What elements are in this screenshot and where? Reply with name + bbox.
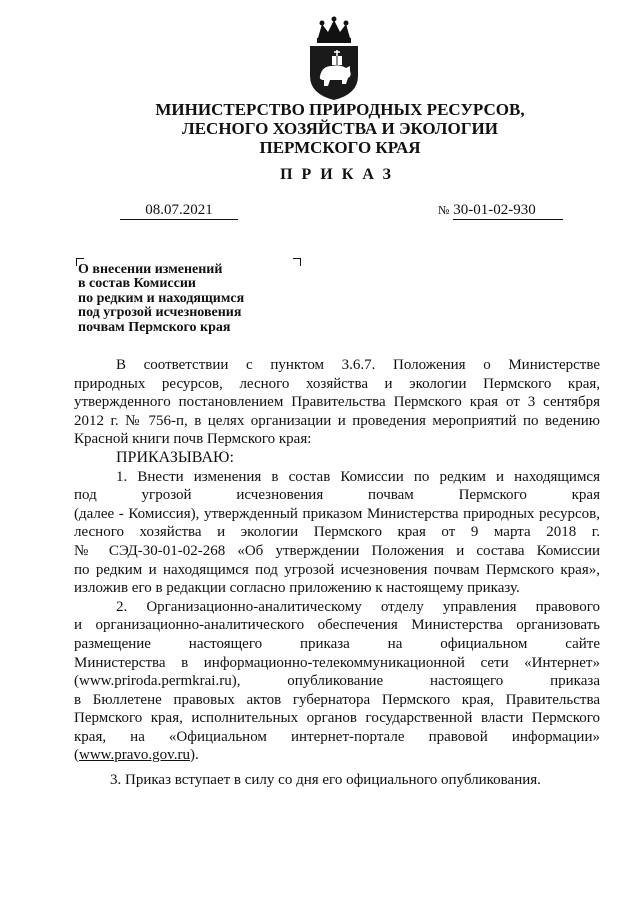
item2-line: Пермского края, исполнительных органов государственной власти Пермского <box>74 710 600 727</box>
document-body <box>74 356 600 790</box>
perm-krai-coat-of-arms-icon <box>304 14 364 102</box>
document-subject <box>78 263 318 335</box>
pravo-gov-link[interactable]: www.pravo.gov.ru <box>79 747 190 764</box>
item1-line: 1. Внести изменения в состав Комиссии по редким и находящимся <box>116 468 600 485</box>
item2-line: 2. Организационно-аналитическому отделу управления правового <box>116 598 600 615</box>
item1-line: изложив его в редакции согласно приложению к настоящему приказу. <box>74 580 520 597</box>
item3-line: 3. Приказ вступает в силу со дня его официального опубликования. <box>110 772 541 789</box>
item1-line: (далее - Комиссия), утвержденный приказом Министерства природных ресурсов, <box>74 505 600 522</box>
item2-line: (www.priroda.permkrai.ru), опубликование настоящего приказа <box>74 673 600 690</box>
organization-line: ПЕРМСКОГО КРАЯ <box>259 138 421 157</box>
link-prefix: ( <box>74 747 79 764</box>
item1-line: лесного хозяйства и экологии Пермского края от 9 марта 2018 г. <box>74 524 600 541</box>
organization-line: МИНИСТЕРСТВО ПРИРОДНЫХ РЕСУРСОВ, <box>155 100 525 119</box>
preamble-line: утвержденного постановлением Правительства Пермского края от 3 сентября <box>74 394 600 411</box>
item2-line: края, на «Официальном интернет-портале правовой информации» <box>74 728 600 745</box>
document-date: 08.07.2021 <box>120 202 238 220</box>
order-word: ПРИКАЗЫВАЮ: <box>116 448 234 466</box>
item2-line: Министерства в информационно-телекоммуникационной сети «Интернет» <box>74 654 600 671</box>
number-sign: № <box>438 203 450 217</box>
link-suffix: ). <box>189 747 199 764</box>
item2-line: в Бюллетене правовых актов губернатора Пермского края, Правительства <box>74 691 600 708</box>
subject-line: под угрозой исчезновения <box>78 305 242 321</box>
subject-line: по редким и находящимся <box>78 290 245 306</box>
item1-line: № СЭД-30-01-02-268 «Об утверждении Положения и состава Комиссии <box>74 542 600 559</box>
document-type: ПРИКАЗ <box>280 166 400 183</box>
preamble-line: 2012 г. № 756-п, в целях организации и проведения мероприятий по ведению <box>74 412 600 429</box>
organization-line: ЛЕСНОГО ХОЗЯЙСТВА И ЭКОЛОГИИ <box>182 119 498 138</box>
preamble-line: В соответствии с пунктом 3.6.7. Положения о Министерстве <box>116 357 600 373</box>
item1-line: по редким и находящимся под угрозой исчезновения почвам Пермского края», <box>74 561 600 578</box>
item2-line: размещение настоящего приказа на официальном сайте <box>74 635 600 652</box>
preamble-line: природных ресурсов, лесного хозяйства и экологии Пермского края, <box>74 375 600 392</box>
document-number <box>438 202 568 220</box>
subject-line: О внесении изменений <box>78 262 223 277</box>
preamble-line: Красной книги почв Пермского края: <box>74 431 312 448</box>
subject-line: в состав Комиссии <box>78 276 196 292</box>
item2-link-line <box>74 746 600 765</box>
item1-line: под угрозой исчезновения почвам Пермского края <box>74 487 600 504</box>
subject-line: почвам Пермского края <box>78 319 231 335</box>
item2-line: и организационно-аналитического обеспечения Министерства организовать <box>74 617 600 634</box>
number-value: 30-01-02-930 <box>453 202 563 220</box>
organization-name <box>120 100 560 157</box>
